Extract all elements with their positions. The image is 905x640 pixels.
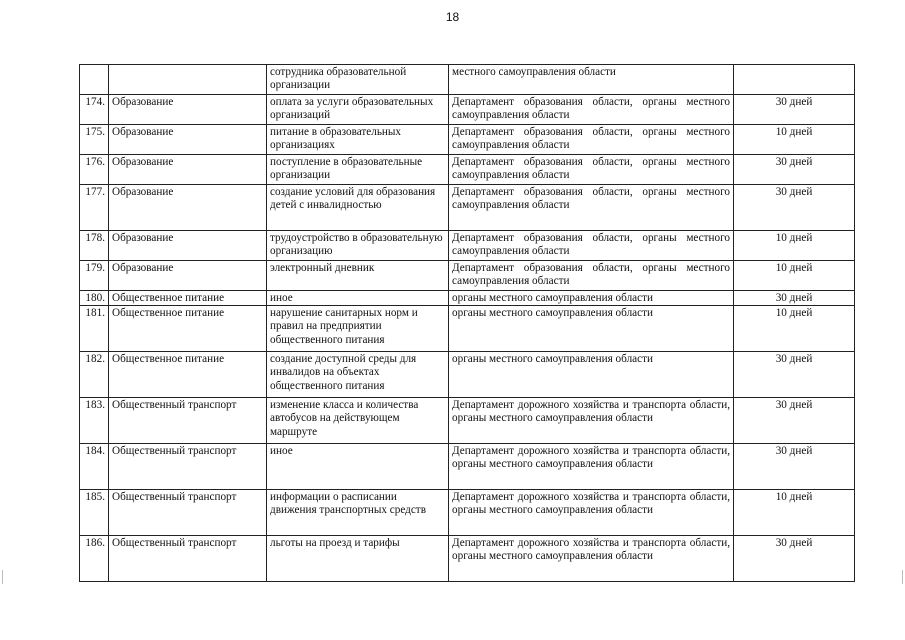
response-term: 30 дней xyxy=(734,444,855,490)
responsible-body: Департамент образования области, органы местного самоуправления области xyxy=(449,155,734,185)
issue-topic: поступление в образовательные организации xyxy=(267,155,449,185)
scan-edge-mark xyxy=(2,570,3,584)
response-term: 10 дней xyxy=(734,306,855,352)
issue-topic: нарушение санитарных норм и правил на предприятии общественного питания xyxy=(267,306,449,352)
response-term: 10 дней xyxy=(734,261,855,291)
row-number: 174. xyxy=(80,95,109,125)
table-row xyxy=(80,306,855,352)
response-term: 30 дней xyxy=(734,536,855,582)
table-row xyxy=(80,65,855,95)
row-number: 175. xyxy=(80,125,109,155)
table-row xyxy=(80,352,855,398)
subject-area: Общественный транспорт xyxy=(109,444,267,490)
appeals-table xyxy=(79,64,855,582)
subject-area: Общественный транспорт xyxy=(109,536,267,582)
table-row xyxy=(80,125,855,155)
response-term: 30 дней xyxy=(734,291,855,306)
subject-area xyxy=(109,65,267,95)
subject-area: Образование xyxy=(109,155,267,185)
issue-topic: сотрудника образовательной организации xyxy=(267,65,449,95)
subject-area: Образование xyxy=(109,95,267,125)
table-body xyxy=(80,65,855,582)
row-number: 182. xyxy=(80,352,109,398)
page-number: 18 xyxy=(445,10,460,24)
subject-area: Образование xyxy=(109,231,267,261)
row-number: 186. xyxy=(80,536,109,582)
issue-topic: информации о расписании движения транспортных средств xyxy=(267,490,449,536)
row-number: 179. xyxy=(80,261,109,291)
subject-area: Образование xyxy=(109,185,267,231)
responsible-body: Департамент дорожного хозяйства и транспорта области, органы местного самоуправления области xyxy=(449,536,734,582)
row-number: 185. xyxy=(80,490,109,536)
subject-area: Общественное питание xyxy=(109,306,267,352)
issue-topic: создание условий для образования детей с инвалидностью xyxy=(267,185,449,231)
table-row xyxy=(80,95,855,125)
issue-topic: электронный дневник xyxy=(267,261,449,291)
response-term: 30 дней xyxy=(734,155,855,185)
responsible-body: Департамент дорожного хозяйства и транспорта области, органы местного самоуправления области xyxy=(449,398,734,444)
issue-topic: льготы на проезд и тарифы xyxy=(267,536,449,582)
table-row xyxy=(80,291,855,306)
responsible-body: Департамент образования области, органы местного самоуправления области xyxy=(449,231,734,261)
response-term: 10 дней xyxy=(734,231,855,261)
responsible-body: органы местного самоуправления области xyxy=(449,306,734,352)
response-term xyxy=(734,65,855,95)
table-row xyxy=(80,398,855,444)
subject-area: Общественное питание xyxy=(109,291,267,306)
issue-topic: трудоустройство в образовательную организацию xyxy=(267,231,449,261)
response-term: 30 дней xyxy=(734,185,855,231)
subject-area: Образование xyxy=(109,261,267,291)
response-term: 10 дней xyxy=(734,490,855,536)
table-row xyxy=(80,261,855,291)
row-number: 178. xyxy=(80,231,109,261)
responsible-body: Департамент образования области, органы местного самоуправления области xyxy=(449,125,734,155)
response-term: 30 дней xyxy=(734,352,855,398)
issue-topic: иное xyxy=(267,291,449,306)
issue-topic: оплата за услуги образовательных организаций xyxy=(267,95,449,125)
subject-area: Общественный транспорт xyxy=(109,398,267,444)
row-number: 184. xyxy=(80,444,109,490)
subject-area: Общественное питание xyxy=(109,352,267,398)
responsible-body: органы местного самоуправления области xyxy=(449,291,734,306)
response-term: 30 дней xyxy=(734,95,855,125)
responsible-body: Департамент образования области, органы местного самоуправления области xyxy=(449,95,734,125)
scan-edge-mark xyxy=(902,570,903,584)
response-term: 10 дней xyxy=(734,125,855,155)
table-row xyxy=(80,155,855,185)
responsible-body: Департамент образования области, органы местного самоуправления области xyxy=(449,261,734,291)
row-number: 183. xyxy=(80,398,109,444)
subject-area: Общественный транспорт xyxy=(109,490,267,536)
row-number: 180. xyxy=(80,291,109,306)
responsible-body: местного самоуправления области xyxy=(449,65,734,95)
issue-topic: иное xyxy=(267,444,449,490)
responsible-body: Департамент дорожного хозяйства и транспорта области, органы местного самоуправления области xyxy=(449,444,734,490)
responsible-body: Департамент образования области, органы местного самоуправления области xyxy=(449,185,734,231)
row-number xyxy=(80,65,109,95)
table-row xyxy=(80,231,855,261)
response-term: 30 дней xyxy=(734,398,855,444)
issue-topic: создание доступной среды для инвалидов на объектах общественного питания xyxy=(267,352,449,398)
issue-topic: изменение класса и количества автобусов на действующем маршруте xyxy=(267,398,449,444)
responsible-body: органы местного самоуправления области xyxy=(449,352,734,398)
table-row xyxy=(80,444,855,490)
issue-topic: питание в образовательных организациях xyxy=(267,125,449,155)
table-row xyxy=(80,185,855,231)
row-number: 177. xyxy=(80,185,109,231)
subject-area: Образование xyxy=(109,125,267,155)
table-row xyxy=(80,490,855,536)
table-row xyxy=(80,536,855,582)
responsible-body: Департамент дорожного хозяйства и транспорта области, органы местного самоуправления области xyxy=(449,490,734,536)
row-number: 181. xyxy=(80,306,109,352)
row-number: 176. xyxy=(80,155,109,185)
